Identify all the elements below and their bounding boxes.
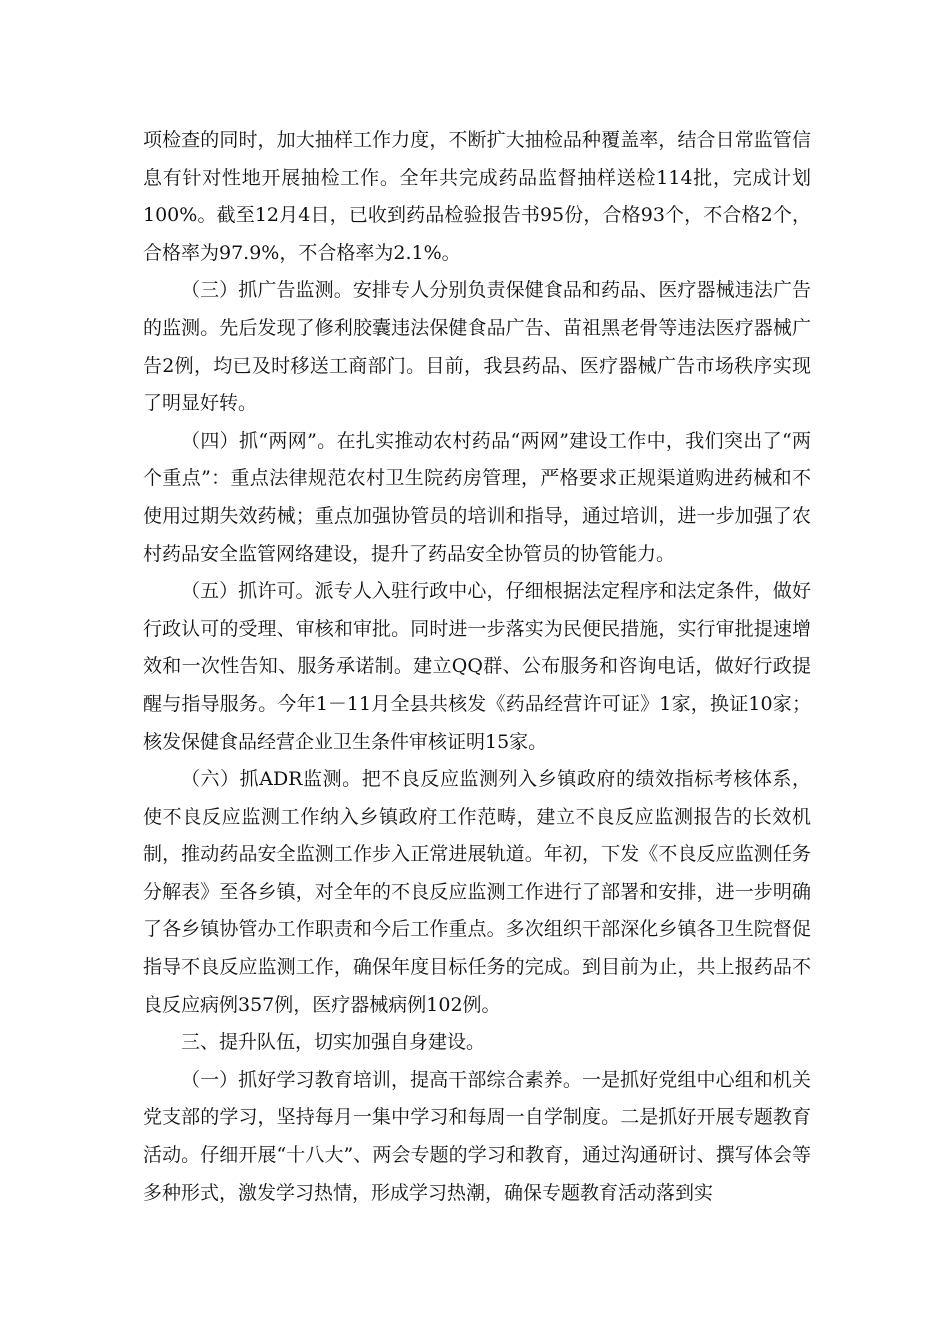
paragraph-adr-monitoring: （六）抓ADR监测。把不良反应监测列入乡镇政府的绩效指标考核体系，使不良反应监测工作纳入乡镇政府工作范畴，建立不良反应监测报告的长效机制，推动药品安全监测工作步入正常进展轨道。年初，下发《不良反应监测任务分解表》至各乡镇，对全年的不良反应监测工作进行了部署和安排，进一步明确了各乡镇协管办工作职责和今后工作重点。多次组织干部深化乡镇各卫生院督促指导不良反应监测工作，确保年度目标任务的完成。到目前为止，共上报药品不良反应病例357例，医疗器械病例102例。 [143, 768, 811, 1016]
paragraph-licensing: （五）抓许可。派专人入驻行政中心，仔细根据法定程序和法定条件，做好行政认可的受理、审核和审批。同时进一步落实为民便民措施，实行审批提速增效和一次性告知、服务承诺制。建立QQ群、公布服务和咨询电话，做好行政提醒与指导服务。今年1－11月全县共核发《药品经营许可证》1家，换证10家；核发保健食品经营企业卫生条件审核证明15家。 [143, 580, 811, 753]
section-heading: 三、提升队伍，切实加强自身建设。 [181, 1031, 486, 1054]
paragraph-ad-monitoring: （三）抓广告监测。安排专人分别负责保健食品和药品、医疗器械违法广告的监测。先后发现了修利胶囊违法保健食品广告、苗祖黑老骨等违法医疗器械广告2例，均已及时移送工商部门。目前，我县药品、医疗器械广告市场秩序实现了明显好转。 [143, 279, 811, 415]
paragraph-study-training: （一）抓好学习教育培训，提高干部综合素养。一是抓好党组中心组和机关党支部的学习，坚持每月一集中学习和每周一自学制度。二是抓好开展专题教育活动。仔细开展“十八大”、两会专题的学习和教育，通过沟通研讨、撰写体会等多种形式，激发学习热情，形成学习热潮，确保专题教育活动落到实 [143, 1068, 811, 1204]
paragraph-continuation: 项检查的同时，加大抽样工作力度，不断扩大抽检品种覆盖率，结合日常监管信息有针对性地开展抽检工作。全年共完成药品监督抽样送检114批，完成计划100%。截至12月4日，已收到药品检验报告书95份，合格93个，不合格2个，合格率为97.9%，不合格率为2.1%。 [143, 129, 811, 264]
document-body [143, 122, 811, 1212]
paragraph-two-networks: （四）抓“两网”。在扎实推动农村药品“两网”建设工作中，我们突出了“两个重点”：重点法律规范农村卫生院药房管理，严格要求正规渠道购进药械和不使用过期失效药械；重点加强协管员的培训和指导，通过培训，进一步加强了农村药品安全监管网络建设，提升了药品安全协管员的协管能力。 [143, 429, 811, 565]
